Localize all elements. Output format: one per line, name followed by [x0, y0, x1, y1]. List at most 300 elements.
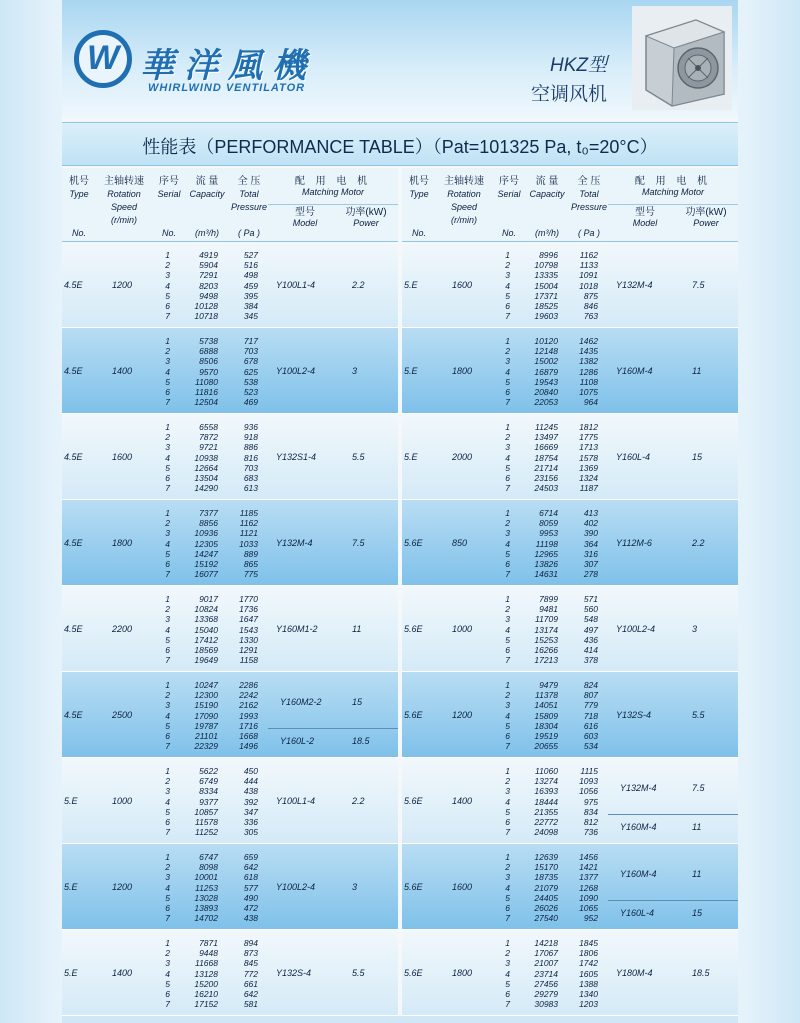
pressure-value: 812 — [583, 817, 598, 828]
capacity-value: 11252 — [194, 827, 218, 838]
capacity-value: 21079 — [534, 882, 558, 893]
pressure-value: 516 — [243, 260, 258, 271]
pressure-value: 497 — [583, 624, 598, 635]
serial-value: 3 — [165, 270, 170, 281]
logo-letter: W — [86, 39, 120, 77]
serial-value: 3 — [165, 786, 170, 797]
header-serial — [154, 176, 184, 239]
pressure-value: 392 — [243, 796, 258, 807]
header-model-en: Model — [632, 218, 658, 228]
pressure-value: 1091 — [579, 270, 598, 281]
pressure-value: 459 — [243, 280, 258, 291]
capacity-value: 13028 — [194, 892, 218, 903]
header-capacity-line: 流 量 — [195, 176, 219, 187]
capacity-value: 9498 — [199, 290, 218, 301]
capacity-value: 26026 — [534, 903, 558, 914]
serial-value: 6 — [505, 559, 510, 570]
serial-value: 4 — [165, 452, 170, 463]
serial-value: 6 — [505, 301, 510, 312]
capacity-value: 12148 — [534, 346, 558, 357]
header-pressure-line: Total — [579, 189, 599, 199]
capacity-value: 19787 — [194, 720, 218, 731]
pressure-value: 1716 — [239, 720, 258, 731]
speed-cell: 2000 — [452, 452, 473, 462]
serial-value: 4 — [165, 624, 170, 635]
serial-value: 1 — [165, 336, 170, 346]
table-row-group — [402, 414, 738, 500]
capacity-value: 17067 — [534, 948, 558, 959]
motor-power-cell: 11 — [352, 624, 362, 634]
company-name-en: WHIRLWIND VENTILATOR — [148, 82, 306, 94]
pressure-value: 1133 — [579, 260, 598, 271]
header-power — [678, 207, 734, 229]
capacity-value: 12639 — [534, 852, 558, 862]
motor-model-cell: Y132M-4 — [276, 538, 313, 548]
pressure-value: 316 — [583, 548, 598, 559]
pressure-value: 807 — [583, 690, 598, 701]
capacity-value: 8856 — [199, 518, 218, 529]
header-pressure-line — [230, 215, 268, 226]
header-pressure-line: Pressure — [230, 202, 267, 212]
pressure-value: 779 — [583, 700, 598, 711]
table-row-group — [62, 414, 398, 500]
speed-cell: 1600 — [452, 280, 473, 290]
serial-value: 3 — [505, 614, 510, 625]
serial-value: 7 — [165, 913, 170, 924]
footer-strip — [62, 1016, 738, 1023]
capacity-value: 9721 — [199, 442, 218, 453]
capacity-value: 11709 — [534, 614, 558, 625]
capacity-value: 13893 — [194, 903, 218, 914]
pressure-value: 436 — [583, 634, 598, 645]
pressure-value: 527 — [243, 250, 258, 260]
motor-model-cell: Y112M-6 — [616, 538, 652, 548]
pressure-value: 450 — [243, 766, 258, 776]
motor-model-cell: Y160L-4 — [616, 452, 651, 462]
pressure-value: 414 — [583, 645, 598, 656]
capacity-value: 16393 — [534, 786, 558, 797]
pressure-value: 616 — [583, 720, 598, 731]
header-serial-line: No. — [501, 228, 516, 238]
type-no-cell: 4.5E — [64, 280, 83, 290]
header-speed — [436, 176, 492, 226]
pressure-column — [228, 852, 258, 923]
company-name-cn: 華洋風機 — [140, 47, 316, 85]
pressure-value: 1093 — [579, 776, 598, 787]
header-model-cn: 型号 — [295, 207, 315, 218]
pressure-value: 278 — [583, 569, 598, 580]
motor-model-cell: Y132S-4 — [276, 968, 312, 978]
pressure-value: 1496 — [239, 741, 258, 752]
pressure-column — [568, 766, 598, 837]
capacity-column — [522, 336, 558, 407]
motor-split-divider — [608, 814, 738, 815]
serial-value: 4 — [165, 882, 170, 893]
header-power — [338, 207, 394, 229]
pressure-value: 775 — [243, 569, 258, 580]
pressure-value: 1185 — [239, 508, 258, 518]
pressure-value: 560 — [583, 604, 598, 615]
pressure-value: 523 — [243, 387, 258, 398]
capacity-value: 13174 — [534, 624, 558, 635]
serial-column — [160, 852, 170, 923]
pressure-value: 1330 — [239, 634, 258, 645]
capacity-value: 18304 — [534, 720, 558, 731]
serial-value: 7 — [165, 741, 170, 752]
serial-value: 5 — [165, 978, 170, 989]
motor-power-cell: 3 — [352, 882, 358, 892]
header-capacity-line — [524, 215, 570, 226]
type-no-cell: 5.E — [64, 796, 78, 806]
header-model-cn: 型号 — [635, 207, 655, 218]
pressure-value: 577 — [243, 882, 258, 893]
header-power-en: Power — [353, 218, 379, 228]
capacity-column — [522, 508, 558, 579]
serial-value: 6 — [165, 559, 170, 570]
pressure-value: 1435 — [579, 346, 598, 357]
serial-value: 3 — [165, 958, 170, 969]
right-background-strip — [738, 0, 800, 1023]
table-row-group — [402, 844, 738, 930]
capacity-value: 17412 — [194, 634, 218, 645]
serial-column — [160, 680, 170, 751]
pressure-value: 975 — [583, 796, 598, 807]
motor-model-cell: Y132M-4 — [616, 280, 653, 290]
capacity-value: 13274 — [534, 776, 558, 787]
capacity-value: 7377 — [199, 508, 218, 518]
pressure-value: 952 — [583, 913, 598, 924]
serial-value: 7 — [505, 483, 510, 494]
speed-cell: 1800 — [452, 968, 473, 978]
capacity-value: 13128 — [194, 968, 218, 979]
serial-value: 1 — [505, 508, 510, 518]
header-capacity-line — [184, 202, 230, 213]
motor-power-cell: 11 — [692, 366, 702, 376]
serial-value: 6 — [505, 645, 510, 656]
motor-model-cell: Y132M-4 — [620, 783, 657, 793]
capacity-value: 24503 — [534, 483, 558, 494]
serial-value: 2 — [505, 346, 510, 357]
header-pressure-line: 全 压 — [577, 176, 601, 187]
pressure-value: 1286 — [579, 366, 598, 377]
pressure-value: 678 — [243, 356, 258, 367]
header-matching-motor — [268, 176, 398, 198]
pressure-value: 395 — [243, 290, 258, 301]
pressure-value: 1158 — [239, 655, 258, 666]
capacity-value: 6558 — [199, 422, 218, 432]
capacity-value: 10824 — [194, 604, 218, 615]
capacity-value: 10247 — [194, 680, 218, 690]
serial-value: 6 — [165, 387, 170, 398]
motor-model-cell: Y160L-4 — [620, 908, 655, 918]
header-capacity-line: Capacity — [529, 189, 565, 199]
capacity-value: 18525 — [534, 301, 558, 312]
motor-power-cell: 2.2 — [352, 796, 365, 806]
pressure-value: 364 — [583, 538, 598, 549]
type-no-cell: 5.E — [404, 280, 418, 290]
header-serial-line — [494, 202, 524, 213]
serial-value: 6 — [165, 903, 170, 914]
serial-value: 5 — [165, 462, 170, 473]
capacity-column — [182, 594, 218, 665]
table-row-group — [402, 930, 738, 1016]
pressure-value: 490 — [243, 892, 258, 903]
pressure-value: 345 — [243, 311, 258, 322]
pressure-column — [228, 766, 258, 837]
serial-value: 7 — [505, 311, 510, 322]
motor-power-cell: 7.5 — [692, 280, 705, 290]
capacity-value: 22772 — [534, 817, 558, 828]
table-row-group — [62, 844, 398, 930]
model-code: HKZ型 — [549, 55, 607, 76]
serial-value: 4 — [165, 710, 170, 721]
pressure-column — [228, 508, 258, 579]
header-capacity-line — [184, 215, 230, 226]
pressure-value: 845 — [243, 958, 258, 969]
motor-model-cell: Y160M-4 — [620, 822, 657, 832]
performance-table-left — [62, 168, 398, 1016]
capacity-column — [522, 250, 558, 321]
pressure-value: 1187 — [579, 483, 598, 494]
capacity-value: 19649 — [194, 655, 218, 666]
capacity-value: 21007 — [534, 958, 558, 969]
serial-column — [500, 766, 510, 837]
pressure-value: 1075 — [579, 387, 598, 398]
serial-value: 3 — [505, 700, 510, 711]
left-background-strip — [0, 0, 62, 1023]
pressure-value: 1456 — [579, 852, 598, 862]
header-power-en: Power — [693, 218, 719, 228]
serial-column — [500, 594, 510, 665]
serial-value: 5 — [505, 290, 510, 301]
pressure-value: 703 — [243, 346, 258, 357]
serial-value: 6 — [505, 387, 510, 398]
header-type-no-line: No. — [71, 228, 86, 238]
capacity-value: 11816 — [194, 387, 218, 398]
serial-value: 5 — [165, 548, 170, 559]
pressure-value: 2286 — [239, 680, 258, 690]
capacity-value: 7291 — [199, 270, 218, 281]
header-speed-line: 主轴转速 — [444, 176, 484, 187]
pressure-value: 703 — [243, 462, 258, 473]
motor-model-cell: Y100L1-4 — [276, 796, 316, 806]
table-row-group — [62, 586, 398, 672]
capacity-value: 11198 — [535, 538, 558, 549]
capacity-value: 11060 — [534, 766, 558, 776]
model-name: 空调风机 — [530, 84, 607, 105]
pressure-column — [568, 336, 598, 407]
capacity-column — [182, 938, 218, 1009]
pressure-value: 472 — [243, 903, 258, 914]
type-no-cell: 5.6E — [404, 538, 423, 548]
serial-value: 7 — [505, 741, 510, 752]
capacity-column — [182, 508, 218, 579]
pressure-value: 444 — [243, 776, 258, 787]
header-model-en: Model — [292, 218, 318, 228]
header-speed-line: Rotation — [447, 189, 481, 199]
capacity-value: 11668 — [194, 958, 218, 969]
capacity-value: 11253 — [194, 882, 218, 893]
motor-power-cell: 15 — [352, 697, 363, 707]
motor-split-divider — [268, 728, 398, 729]
capacity-value: 20840 — [534, 387, 558, 398]
header-speed-line: Rotation — [107, 189, 141, 199]
capacity-value: 19603 — [534, 311, 558, 322]
pressure-value: 1806 — [579, 948, 598, 959]
header-power-cn: 功率(kW) — [345, 207, 387, 218]
capacity-value: 10128 — [194, 301, 218, 312]
speed-cell: 1400 — [112, 366, 133, 376]
serial-column — [160, 250, 170, 321]
table-header — [62, 168, 398, 242]
pressure-value: 642 — [243, 989, 258, 1000]
serial-value: 3 — [165, 700, 170, 711]
capacity-value: 12504 — [194, 397, 218, 408]
serial-value: 2 — [165, 862, 170, 873]
header-serial-line: Serial — [157, 189, 181, 199]
pressure-column — [568, 422, 598, 493]
header-pressure-line: ( Pa ) — [237, 228, 260, 238]
capacity-value: 16077 — [194, 569, 218, 580]
serial-value: 2 — [165, 690, 170, 701]
pressure-value: 618 — [243, 872, 258, 883]
capacity-value: 15040 — [194, 624, 218, 635]
header-type-no — [404, 176, 434, 239]
motor-power-cell: 18.5 — [352, 736, 370, 746]
pressure-value: 1993 — [239, 710, 258, 721]
serial-value: 2 — [165, 604, 170, 615]
header-speed-line: 主轴转速 — [104, 176, 144, 187]
capacity-value: 21355 — [534, 806, 558, 817]
type-no-cell: 4.5E — [64, 366, 83, 376]
capacity-value: 12305 — [194, 538, 218, 549]
serial-value: 2 — [165, 432, 170, 443]
pressure-value: 1543 — [239, 624, 258, 635]
table-row-group — [402, 672, 738, 758]
motor-power-cell: 3 — [692, 624, 698, 634]
serial-value: 5 — [165, 892, 170, 903]
speed-cell: 1800 — [112, 538, 133, 548]
header-speed — [96, 176, 152, 226]
serial-value: 2 — [165, 948, 170, 959]
pressure-value: 964 — [583, 397, 598, 408]
motor-power-cell: 11 — [692, 869, 702, 879]
type-no-cell: 5.6E — [404, 624, 423, 634]
capacity-value: 9479 — [539, 680, 558, 690]
serial-value: 2 — [505, 604, 510, 615]
serial-value: 7 — [165, 827, 170, 838]
speed-cell: 2500 — [112, 710, 133, 720]
capacity-value: 9481 — [539, 604, 558, 615]
motor-power-cell: 3 — [352, 366, 358, 376]
header-capacity — [524, 176, 570, 239]
serial-value: 3 — [505, 958, 510, 969]
serial-value: 5 — [165, 806, 170, 817]
capacity-value: 8334 — [199, 786, 218, 797]
header-type-no-line — [64, 215, 94, 226]
serial-value: 3 — [505, 270, 510, 281]
pressure-value: 1845 — [579, 938, 598, 948]
capacity-value: 7872 — [199, 432, 218, 443]
capacity-value: 27456 — [534, 978, 558, 989]
capacity-value: 15809 — [534, 710, 558, 721]
table-row-group — [62, 500, 398, 586]
pressure-value: 642 — [243, 862, 258, 873]
serial-value: 5 — [505, 634, 510, 645]
serial-value: 5 — [505, 892, 510, 903]
header-pressure-line: Pressure — [570, 202, 607, 212]
capacity-value: 9953 — [539, 528, 558, 539]
capacity-value: 17213 — [534, 655, 558, 666]
header-pressure-line: Total — [239, 189, 259, 199]
capacity-value: 17090 — [194, 710, 218, 721]
serial-value: 2 — [165, 260, 170, 271]
serial-value: 1 — [505, 594, 510, 604]
pressure-value: 918 — [243, 432, 258, 443]
pressure-value: 1108 — [579, 376, 598, 387]
capacity-value: 15004 — [534, 280, 558, 291]
pressure-value: 1369 — [579, 462, 598, 473]
type-no-cell: 5.E — [404, 452, 418, 462]
serial-value: 7 — [505, 999, 510, 1010]
header-serial-line: 序号 — [499, 176, 519, 187]
pressure-column — [568, 852, 598, 923]
capacity-value: 14247 — [194, 548, 218, 559]
serial-value: 6 — [165, 817, 170, 828]
header-motor-divider — [268, 204, 398, 205]
serial-value: 4 — [505, 452, 510, 463]
pressure-value: 886 — [243, 442, 258, 453]
motor-model-cell: Y160M1-2 — [276, 624, 318, 634]
pressure-value: 816 — [243, 452, 258, 463]
pressure-value: 683 — [243, 473, 258, 484]
table-row-group — [402, 500, 738, 586]
capacity-value: 22329 — [194, 741, 218, 752]
pressure-value: 336 — [243, 817, 258, 828]
serial-value: 2 — [505, 862, 510, 873]
type-no-cell: 4.5E — [64, 624, 83, 634]
pressure-value: 1770 — [239, 594, 258, 604]
header-speed-line: (r/min) — [111, 215, 137, 225]
capacity-value: 23714 — [534, 968, 558, 979]
capacity-value: 10120 — [534, 336, 558, 346]
serial-value: 3 — [165, 528, 170, 539]
speed-cell: 850 — [452, 538, 468, 548]
header-pressure-line: ( Pa ) — [577, 228, 600, 238]
motor-model-cell: Y100L2-4 — [276, 882, 316, 892]
serial-column — [160, 422, 170, 493]
capacity-value: 10718 — [194, 311, 218, 322]
pressure-value: 1736 — [239, 604, 258, 615]
serial-column — [160, 938, 170, 1009]
capacity-value: 14631 — [534, 569, 558, 580]
serial-value: 1 — [505, 852, 510, 862]
serial-value: 1 — [165, 422, 170, 432]
serial-value: 6 — [505, 817, 510, 828]
capacity-value: 13497 — [534, 432, 558, 443]
serial-value: 3 — [505, 442, 510, 453]
serial-column — [160, 766, 170, 837]
serial-value: 1 — [505, 680, 510, 690]
pressure-value: 1462 — [579, 336, 598, 346]
capacity-value: 11245 — [534, 422, 558, 432]
motor-model-cell: Y160M2-2 — [280, 697, 322, 707]
header-type-no-line: Type — [409, 189, 429, 199]
speed-cell: 2200 — [112, 624, 133, 634]
serial-value: 3 — [505, 356, 510, 367]
header-speed-line: Speed — [110, 202, 138, 212]
header-capacity — [184, 176, 230, 239]
